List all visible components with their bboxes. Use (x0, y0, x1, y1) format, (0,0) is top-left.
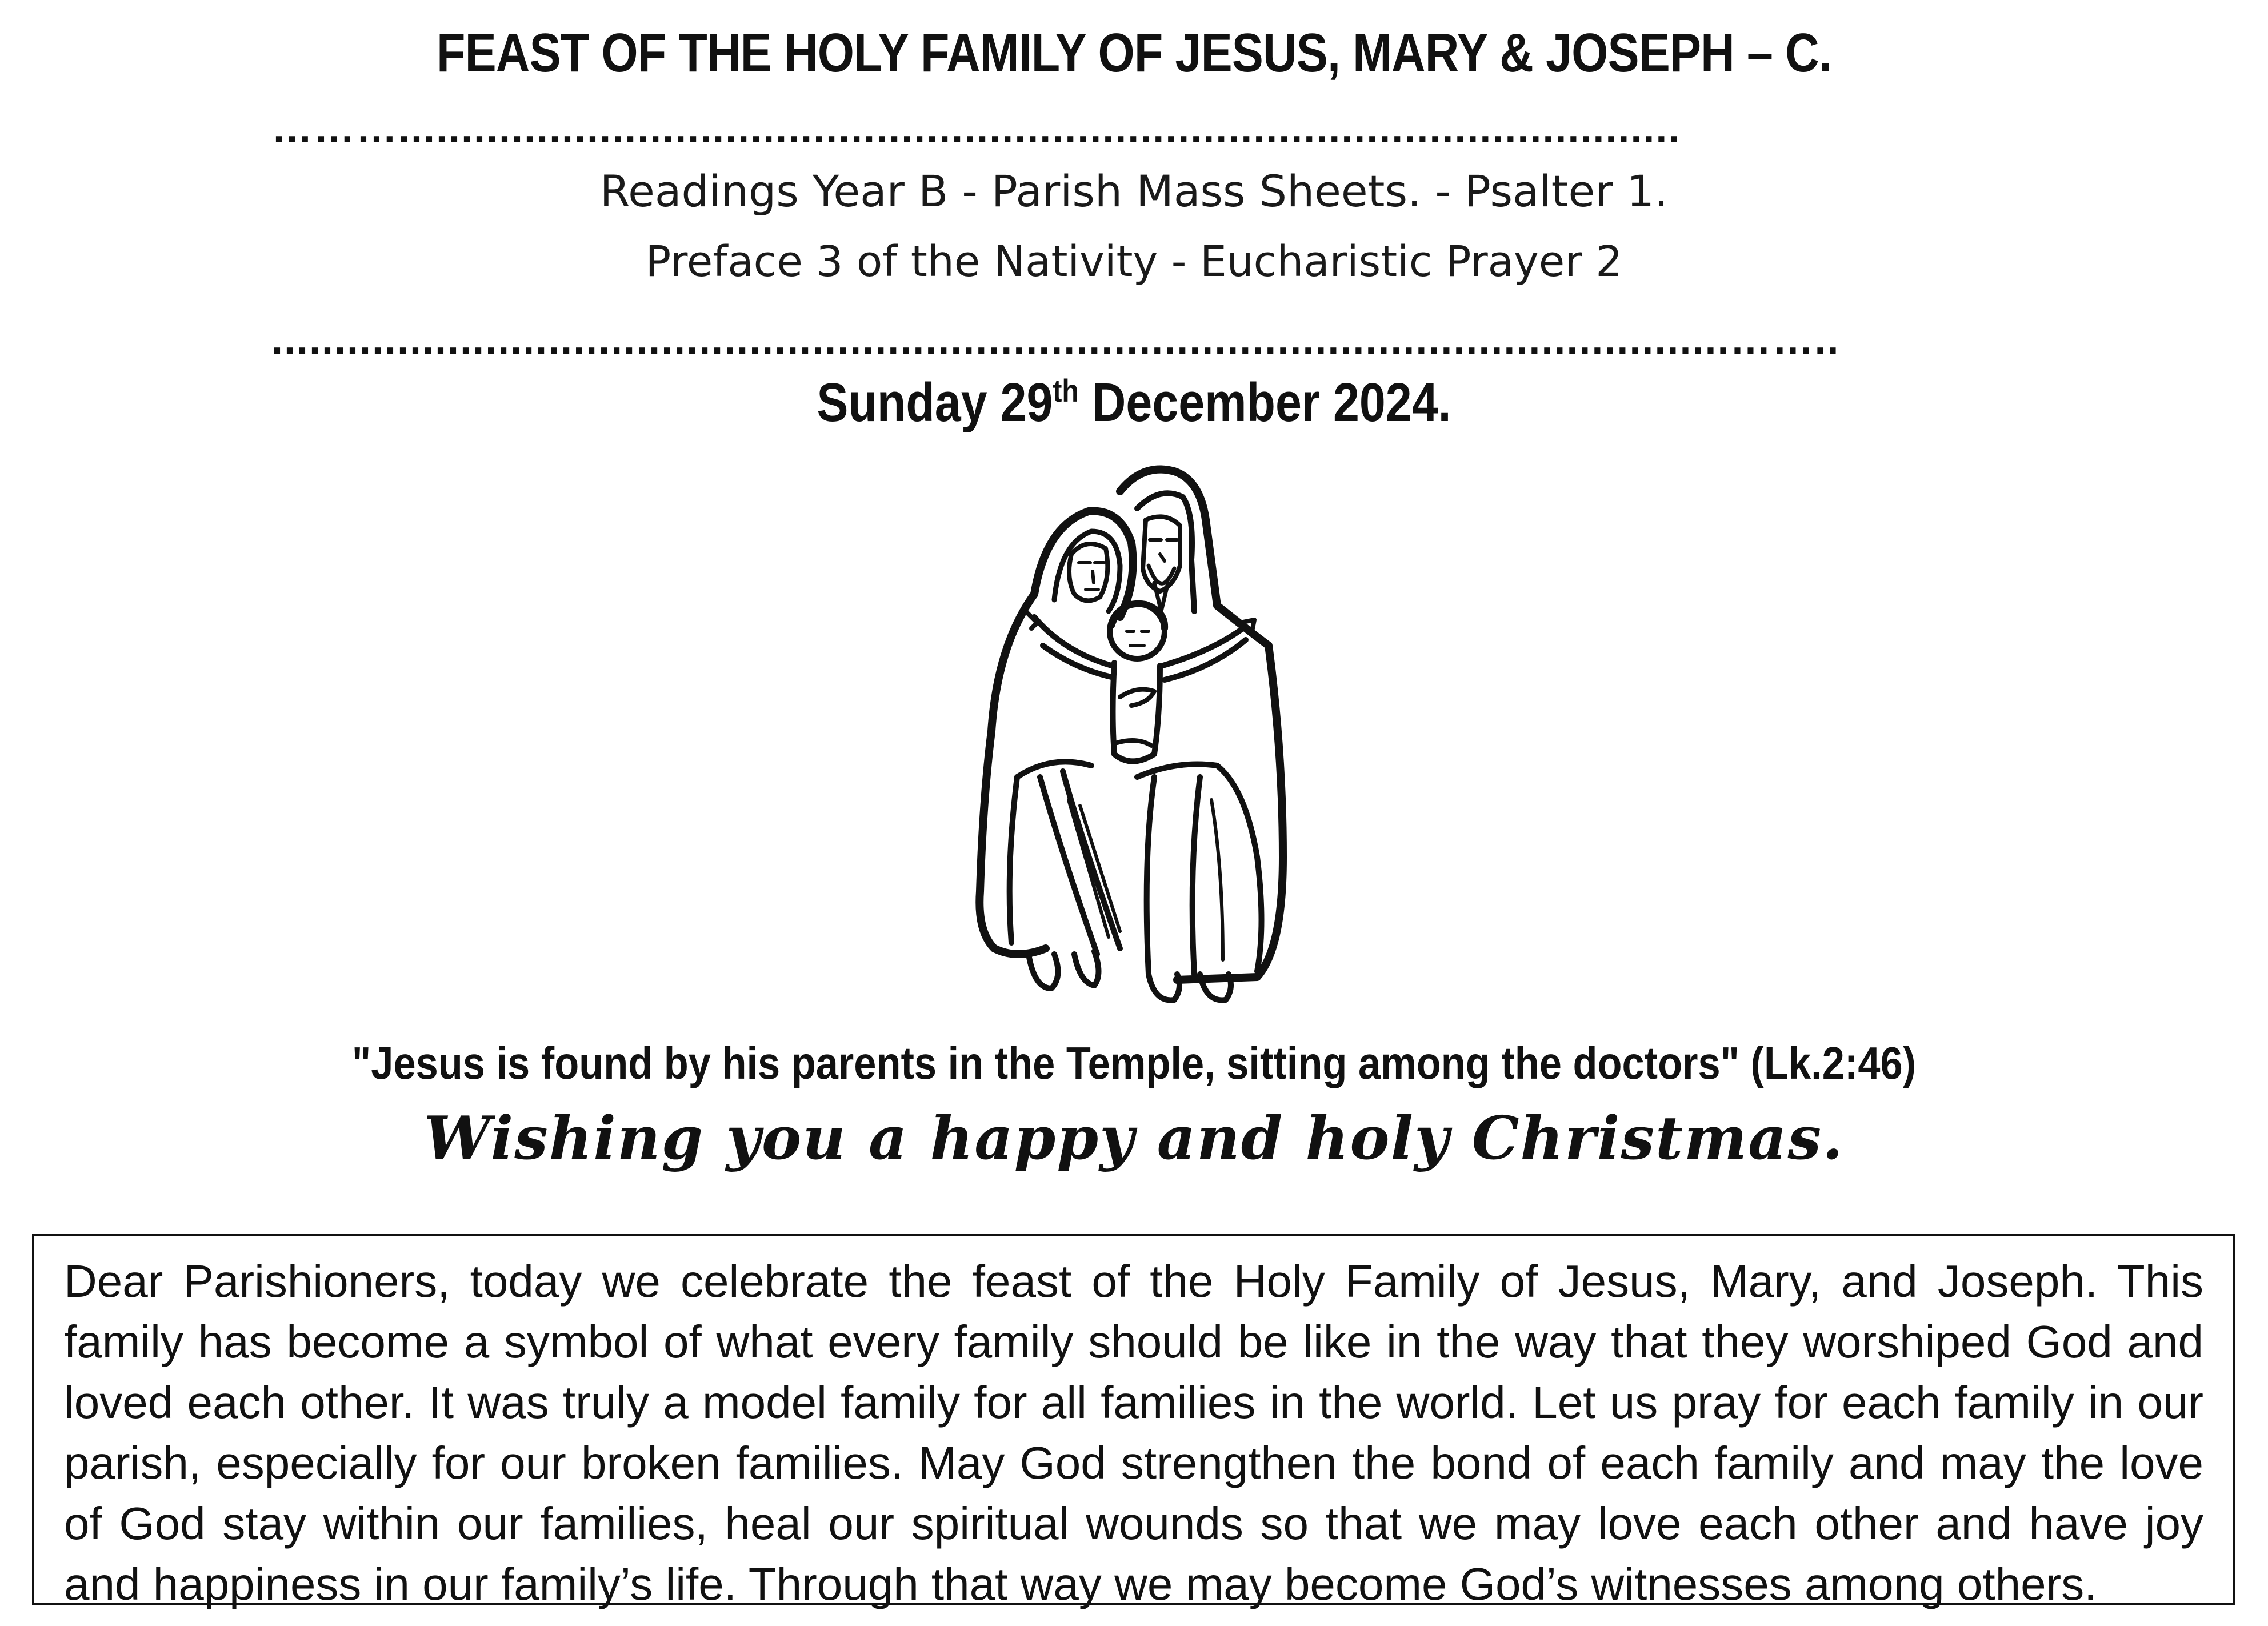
parish-message-text: Dear Parishioners, today we celebrate the feast of the Holy Family of Jesus, Mary, and Joseph. This family has become a symbol of what every family should be like in the way that they worshiped God and loved each other. It was truly a model family for all families in the world. Let us pray for each family in our parish, especially for our broken families. May God strengthen the bond of each family and may the love of God stay within our families, heal our spiritual wounds so that we may love each other and have joy and happiness in our family’s life. Through that way we may become God’s witnesses among others. (64, 1256, 2203, 1609)
joseph-eyes (1150, 540, 1177, 561)
feet (1029, 951, 1231, 1000)
mary-body (979, 594, 1046, 954)
mary-eyes (1079, 563, 1104, 590)
scripture-quote: "Jesus is found by his parents in the Temple, sitting among the doctors" (Lk.2:46) (351, 1038, 1917, 1088)
mary-face (1069, 544, 1107, 600)
holy-family-line-art-icon (949, 457, 1326, 1017)
dotted-divider-bottom: ....................................................................................................................…….. (271, 323, 1840, 357)
date-line (159, 371, 2109, 434)
child-hands (1026, 611, 1254, 634)
date-ordinal-suffix: th (1053, 373, 1079, 408)
parent-hands (1117, 690, 1154, 746)
date-prefix: Sunday 29 (817, 372, 1053, 433)
date-rest: December 2024. (1078, 372, 1451, 433)
christmas-greeting: Wishing you a happy and holy Christmas. (423, 1103, 1845, 1173)
child-face (1127, 631, 1149, 646)
page-title: FEAST OF THE HOLY FAMILY OF JESUS, MARY & JOSEPH – C. (437, 22, 1831, 83)
joseph-robe (1137, 764, 1262, 975)
dotted-divider-top: ………...................................................................................................... (271, 111, 1681, 146)
preface-line: Preface 3 of the Nativity - Eucharistic Prayer 2 (645, 237, 1623, 286)
readings-line: Readings Year B - Parish Mass Sheets. - Psalter 1. (599, 166, 1669, 217)
parish-message-box (32, 1234, 2235, 1609)
child-arms (1034, 617, 1246, 680)
